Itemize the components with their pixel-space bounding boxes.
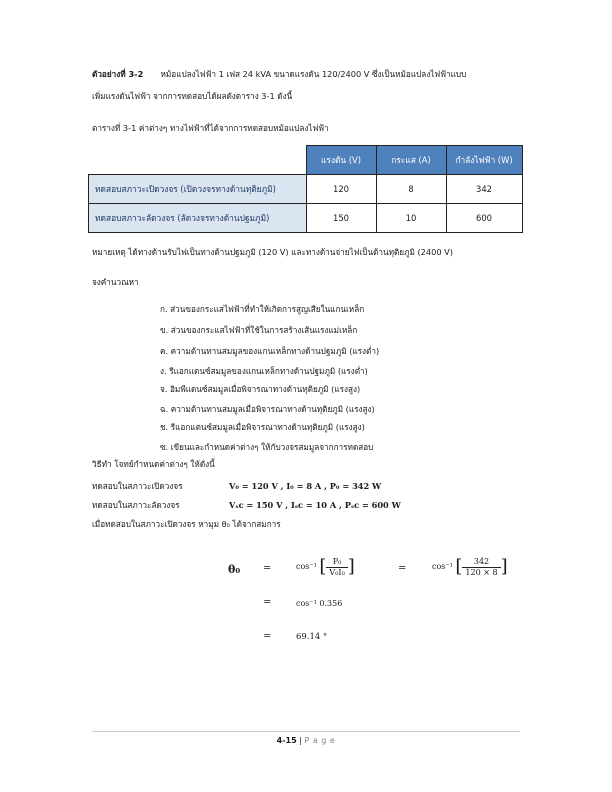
cell-current: 8: [376, 175, 446, 204]
page-word: P a g e: [304, 736, 336, 745]
row-label-short-circuit: ทดสอบสภาวะลัดวงจร (ลัดวงจรทางด้านปฐมภูมิ): [89, 204, 307, 233]
header-current: กระแส (A): [376, 146, 446, 175]
eq-denominator-1: V₀I₀: [329, 567, 345, 577]
test-results-table: [88, 145, 523, 233]
table-header-row: [89, 146, 523, 175]
eq-equals-4: =: [263, 631, 272, 642]
task-item-f: ฉ. ความต้านทานสมมูลเมื่อพิจารณาทางด้านทุติยภูมิ (แรงสูง): [160, 404, 375, 414]
cell-power: 600: [446, 204, 522, 233]
open-circuit-values: V₀ = 120 V , I₀ = 8 A , P₀ = 342 W: [229, 481, 382, 491]
short-circuit-label: ทดสอบในสภาวะลัดวงจร: [92, 500, 180, 510]
example-paragraph: [92, 68, 466, 80]
footer-divider: [92, 731, 520, 732]
table-row: [89, 204, 523, 233]
task-item-b: ข. ส่วนของกระแสไฟฟ้าที่ใช้ในการสร้างเส้นแรงแม่เหล็ก: [160, 325, 358, 335]
page-footer: [0, 736, 612, 745]
task-item-h: ซ. เขียนและกำหนดค่าต่างๆ ให้กับวงจรสมมูลจากการทดสอบ: [160, 442, 374, 452]
example-line2: เพิ่มแรงดันไฟฟ้า จากการทดสอบได้ผลดังตาราง 3-1 ดังนี้: [92, 91, 293, 101]
open-circuit-label: ทดสอบในสภาวะเปิดวงจร: [92, 481, 183, 491]
eq-denominator-2: 120 × 8: [465, 567, 498, 577]
task-item-a: ก. ส่วนของกระแสไฟฟ้าที่ทำให้เกิดการสูญเสียในแกนเหล็ก: [160, 304, 365, 314]
eq-step-2: cos⁻¹ 0.356: [296, 599, 343, 608]
eq-equals-3: =: [263, 597, 272, 608]
eq-numerator-2: 342: [462, 557, 500, 568]
eq-lhs: θ₀: [228, 563, 241, 576]
eq-equals-1: =: [263, 563, 272, 574]
task-heading: จงคำนวณหา: [92, 277, 139, 287]
cell-voltage: 150: [306, 204, 376, 233]
angle-intro: เมื่อทดสอบในสภาวะเปิดวงจร หามุม θ₀ ได้จากสมการ: [92, 519, 281, 529]
example-heading: ตัวอย่างที่ 3-2: [92, 69, 144, 79]
header-voltage: แรงดัน (V): [306, 146, 376, 175]
eq-cos-inv-1: cos⁻¹: [296, 562, 317, 571]
example-line1: หม้อแปลงไฟฟ้า 1 เฟส 24 kVA ขนาดแรงดัน 120/2400 V ซึ่งเป็นหม้อแปลงไฟฟ้าแบบ: [160, 69, 467, 79]
table-row: [89, 175, 523, 204]
table-caption: ตารางที่ 3-1 ค่าต่างๆ ทางไฟฟ้าที่ได้จากการทดสอบหม้อแปลงไฟฟ้า: [92, 123, 329, 133]
eq-term-2: cos⁻¹ [ $\frac{342}{120 \times 8}$ ]: [432, 556, 508, 577]
eq-numerator-1: P₀: [326, 557, 347, 568]
task-item-d: ง. รีแอกแตนซ์สมมูลของแกนเหล็กทางด้านปฐมภูมิ (แรงต่ำ): [160, 366, 368, 376]
task-item-g: ช. รีแอกแตนซ์สมมูลเมื่อพิจารณาทางด้านทุติยภูมิ (แรงสูง): [160, 422, 365, 432]
short-circuit-values: Vₛᴄ = 150 V , Iₛᴄ = 10 A , Pₛᴄ = 600 W: [229, 500, 401, 510]
note: หมายเหตุ ได้ทางด้านรับไฟเป็นทางด้านปฐมภูมิ (120 V) และทางด้านจ่ายไฟเป็นด้านทุติยภูมิ (2400 V): [92, 247, 453, 257]
eq-equals-2: =: [398, 563, 407, 574]
cell-voltage: 120: [306, 175, 376, 204]
eq-cos-inv-2: cos⁻¹: [432, 562, 453, 571]
cell-power: 342: [446, 175, 522, 204]
table-corner: [89, 146, 307, 175]
task-item-c: ค. ความต้านทานสมมูลของแกนเหล็กทางด้านปฐมภูมิ (แรงต่ำ): [160, 346, 380, 356]
header-power: กำลังไฟฟ้า (W): [446, 146, 522, 175]
solution-intro: วิธีทำ โจทย์กำหนดค่าต่างๆ ให้ดังนี้: [92, 459, 215, 469]
row-label-open-circuit: ทดสอบสภาวะเปิดวงจร (เปิดวงจรทางด้านทุติยภูมิ): [89, 175, 307, 204]
page-separator: |: [299, 736, 302, 745]
eq-term-1: cos⁻¹ [ $\frac{\text{P₀}}{\text{V₀I₀}}$ ]: [296, 556, 355, 577]
task-item-e: จ. อิมพีแดนซ์สมมูลเมื่อพิจารณาทางด้านทุติยภูมิ (แรงสูง): [160, 384, 361, 394]
eq-result: 69.14 °: [296, 632, 328, 642]
page-number: 4-15: [276, 736, 297, 745]
cell-current: 10: [376, 204, 446, 233]
